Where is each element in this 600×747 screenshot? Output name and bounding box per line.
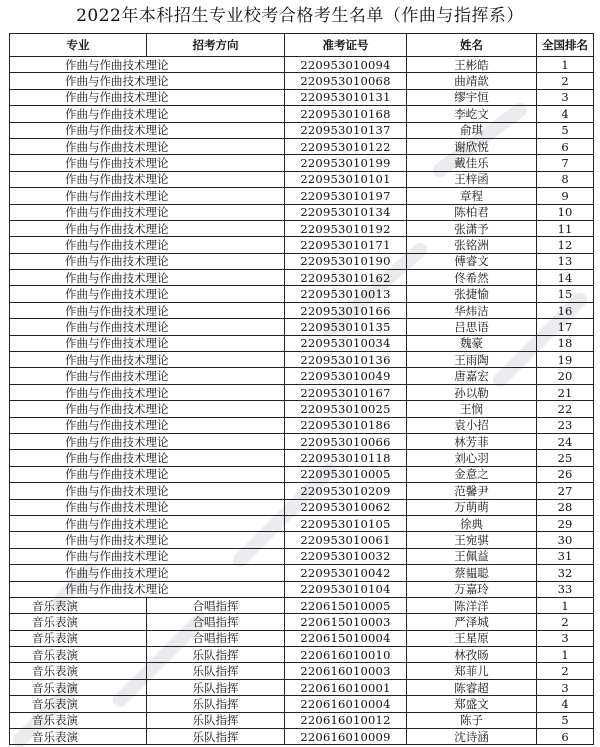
ticket-cell: 220953010171 bbox=[285, 237, 407, 253]
rank-cell: 1 bbox=[537, 647, 594, 663]
rank-cell: 12 bbox=[537, 237, 594, 253]
ticket-cell: 220616010003 bbox=[285, 663, 407, 679]
rank-cell: 19 bbox=[537, 352, 594, 368]
rank-cell: 5 bbox=[537, 712, 594, 728]
major-cell: 作曲与作曲技术理论 bbox=[10, 57, 285, 73]
rank-cell: 23 bbox=[537, 417, 594, 433]
rank-cell: 6 bbox=[537, 138, 594, 154]
table-row bbox=[10, 270, 594, 286]
rank-cell: 6 bbox=[537, 729, 594, 745]
ticket-cell: 220953010034 bbox=[285, 335, 407, 351]
ticket-cell: 220615010004 bbox=[285, 630, 407, 646]
rank-cell: 4 bbox=[537, 696, 594, 712]
ticket-cell: 220953010105 bbox=[285, 515, 407, 531]
ticket-cell: 220615010005 bbox=[285, 597, 407, 613]
table-row bbox=[10, 73, 594, 89]
major-cell: 作曲与作曲技术理论 bbox=[10, 352, 285, 368]
table-row bbox=[10, 122, 594, 138]
name-cell: 金意之 bbox=[407, 466, 537, 482]
name-cell: 王佩益 bbox=[407, 548, 537, 564]
table-row bbox=[10, 581, 594, 597]
major-cell: 作曲与作曲技术理论 bbox=[10, 515, 285, 531]
ticket-cell: 220953010135 bbox=[285, 319, 407, 335]
name-cell: 张潇予 bbox=[407, 220, 537, 236]
major-cell: 作曲与作曲技术理论 bbox=[10, 499, 285, 515]
direction-cell: 合唱指挥 bbox=[147, 614, 285, 630]
name-cell: 佟希然 bbox=[407, 270, 537, 286]
rank-cell: 3 bbox=[537, 89, 594, 105]
table-row bbox=[10, 138, 594, 154]
name-cell: 魏豪 bbox=[407, 335, 537, 351]
major-cell: 作曲与作曲技术理论 bbox=[10, 89, 285, 105]
major-cell: 作曲与作曲技术理论 bbox=[10, 270, 285, 286]
major-cell: 作曲与作曲技术理论 bbox=[10, 204, 285, 220]
major-cell: 作曲与作曲技术理论 bbox=[10, 220, 285, 236]
major-cell: 作曲与作曲技术理论 bbox=[10, 368, 285, 384]
rank-cell: 7 bbox=[537, 155, 594, 171]
ticket-cell: 220616010012 bbox=[285, 712, 407, 728]
rank-cell: 27 bbox=[537, 483, 594, 499]
rank-cell: 4 bbox=[537, 106, 594, 122]
name-cell: 陈子 bbox=[407, 712, 537, 728]
ticket-cell: 220953010199 bbox=[285, 155, 407, 171]
ticket-cell: 220953010032 bbox=[285, 548, 407, 564]
rank-cell: 1 bbox=[537, 597, 594, 613]
rank-cell: 2 bbox=[537, 73, 594, 89]
table-row bbox=[10, 368, 594, 384]
direction-cell: 乐队指挥 bbox=[147, 696, 285, 712]
table-row bbox=[10, 384, 594, 400]
major-cell: 作曲与作曲技术理论 bbox=[10, 302, 285, 318]
ticket-cell: 220953010134 bbox=[285, 204, 407, 220]
major-cell: 作曲与作曲技术理论 bbox=[10, 122, 285, 138]
table-row bbox=[10, 450, 594, 466]
roster-table bbox=[9, 33, 594, 745]
name-cell: 王彬皓 bbox=[407, 57, 537, 73]
table-row bbox=[10, 729, 594, 745]
table-row bbox=[10, 515, 594, 531]
name-cell: 华炜洁 bbox=[407, 302, 537, 318]
table-row bbox=[10, 597, 594, 613]
ticket-cell: 220953010197 bbox=[285, 188, 407, 204]
major-cell: 作曲与作曲技术理论 bbox=[10, 138, 285, 154]
ticket-cell: 220615010003 bbox=[285, 614, 407, 630]
header-direction: 招考方向 bbox=[147, 34, 285, 57]
ticket-cell: 220953010042 bbox=[285, 565, 407, 581]
name-cell: 王梓函 bbox=[407, 171, 537, 187]
rank-cell: 13 bbox=[537, 253, 594, 269]
table-row bbox=[10, 614, 594, 630]
rank-cell: 10 bbox=[537, 204, 594, 220]
ticket-cell: 220953010066 bbox=[285, 433, 407, 449]
major-cell: 音乐表演 bbox=[10, 729, 147, 745]
name-cell: 陈洋洋 bbox=[407, 597, 537, 613]
table-body bbox=[10, 57, 594, 745]
header-row bbox=[10, 34, 594, 57]
header-major: 专业 bbox=[10, 34, 147, 57]
rank-cell: 18 bbox=[537, 335, 594, 351]
rank-cell: 21 bbox=[537, 384, 594, 400]
table-row bbox=[10, 204, 594, 220]
name-cell: 陈柏君 bbox=[407, 204, 537, 220]
table-row bbox=[10, 220, 594, 236]
name-cell: 王悯 bbox=[407, 401, 537, 417]
table-row bbox=[10, 286, 594, 302]
ticket-cell: 220953010068 bbox=[285, 73, 407, 89]
major-cell: 音乐表演 bbox=[10, 679, 147, 695]
ticket-cell: 220953010122 bbox=[285, 138, 407, 154]
table-row bbox=[10, 253, 594, 269]
name-cell: 郑盛文 bbox=[407, 696, 537, 712]
page-title: 2022年本科招生专业校考合格考生名单（作曲与指挥系） bbox=[76, 6, 524, 26]
major-cell: 作曲与作曲技术理论 bbox=[10, 433, 285, 449]
name-cell: 王星原 bbox=[407, 630, 537, 646]
name-cell: 傅睿文 bbox=[407, 253, 537, 269]
major-cell: 作曲与作曲技术理论 bbox=[10, 581, 285, 597]
name-cell: 郑菲儿 bbox=[407, 663, 537, 679]
table-row bbox=[10, 401, 594, 417]
name-cell: 缪宇恒 bbox=[407, 89, 537, 105]
ticket-cell: 220616010004 bbox=[285, 696, 407, 712]
table-row bbox=[10, 548, 594, 564]
ticket-cell: 220953010209 bbox=[285, 483, 407, 499]
table-row bbox=[10, 155, 594, 171]
rank-cell: 28 bbox=[537, 499, 594, 515]
rank-cell: 3 bbox=[537, 679, 594, 695]
name-cell: 袁小招 bbox=[407, 417, 537, 433]
ticket-cell: 220953010162 bbox=[285, 270, 407, 286]
ticket-cell: 220953010013 bbox=[285, 286, 407, 302]
ticket-cell: 220953010168 bbox=[285, 106, 407, 122]
major-cell: 作曲与作曲技术理论 bbox=[10, 171, 285, 187]
rank-cell: 15 bbox=[537, 286, 594, 302]
table-row bbox=[10, 433, 594, 449]
header-ticket: 准考证号 bbox=[285, 34, 407, 57]
major-cell: 作曲与作曲技术理论 bbox=[10, 106, 285, 122]
table-row bbox=[10, 630, 594, 646]
table-row bbox=[10, 171, 594, 187]
major-cell: 音乐表演 bbox=[10, 614, 147, 630]
direction-cell: 乐队指挥 bbox=[147, 712, 285, 728]
table-row bbox=[10, 417, 594, 433]
ticket-cell: 220953010101 bbox=[285, 171, 407, 187]
ticket-cell: 220953010192 bbox=[285, 220, 407, 236]
rank-cell: 3 bbox=[537, 630, 594, 646]
ticket-cell: 220953010186 bbox=[285, 417, 407, 433]
name-cell: 曲靖歆 bbox=[407, 73, 537, 89]
name-cell: 王宛骐 bbox=[407, 532, 537, 548]
name-cell: 蔡韫聪 bbox=[407, 565, 537, 581]
direction-cell: 乐队指挥 bbox=[147, 647, 285, 663]
ticket-cell: 220616010001 bbox=[285, 679, 407, 695]
major-cell: 作曲与作曲技术理论 bbox=[10, 73, 285, 89]
name-cell: 谢欣悦 bbox=[407, 138, 537, 154]
rank-cell: 20 bbox=[537, 368, 594, 384]
rank-cell: 9 bbox=[537, 188, 594, 204]
ticket-cell: 220953010137 bbox=[285, 122, 407, 138]
table-row bbox=[10, 663, 594, 679]
ticket-cell: 220953010061 bbox=[285, 532, 407, 548]
table-row bbox=[10, 565, 594, 581]
name-cell: 戴佳乐 bbox=[407, 155, 537, 171]
header-rank: 全国排名 bbox=[537, 34, 594, 57]
ticket-cell: 220953010062 bbox=[285, 499, 407, 515]
major-cell: 作曲与作曲技术理论 bbox=[10, 483, 285, 499]
direction-cell: 合唱指挥 bbox=[147, 630, 285, 646]
table-row bbox=[10, 89, 594, 105]
header-name: 姓名 bbox=[407, 34, 537, 57]
rank-cell: 29 bbox=[537, 515, 594, 531]
rank-cell: 8 bbox=[537, 171, 594, 187]
table-row bbox=[10, 532, 594, 548]
table-row bbox=[10, 335, 594, 351]
major-cell: 作曲与作曲技术理论 bbox=[10, 253, 285, 269]
ticket-cell: 220953010136 bbox=[285, 352, 407, 368]
table-row bbox=[10, 237, 594, 253]
ticket-cell: 220953010118 bbox=[285, 450, 407, 466]
major-cell: 音乐表演 bbox=[10, 663, 147, 679]
name-cell: 王雨陶 bbox=[407, 352, 537, 368]
direction-cell: 合唱指挥 bbox=[147, 597, 285, 613]
name-cell: 范馨尹 bbox=[407, 483, 537, 499]
ticket-cell: 220953010104 bbox=[285, 581, 407, 597]
rank-cell: 5 bbox=[537, 122, 594, 138]
name-cell: 陈睿超 bbox=[407, 679, 537, 695]
name-cell: 孙以勒 bbox=[407, 384, 537, 400]
name-cell: 俞琪 bbox=[407, 122, 537, 138]
ticket-cell: 220953010190 bbox=[285, 253, 407, 269]
direction-cell: 乐队指挥 bbox=[147, 679, 285, 695]
table-row bbox=[10, 57, 594, 73]
rank-cell: 25 bbox=[537, 450, 594, 466]
major-cell: 作曲与作曲技术理论 bbox=[10, 237, 285, 253]
name-cell: 张铭洲 bbox=[407, 237, 537, 253]
table-row bbox=[10, 712, 594, 728]
ticket-cell: 220953010167 bbox=[285, 384, 407, 400]
major-cell: 音乐表演 bbox=[10, 696, 147, 712]
ticket-cell: 220953010166 bbox=[285, 302, 407, 318]
name-cell: 万嘉玲 bbox=[407, 581, 537, 597]
major-cell: 音乐表演 bbox=[10, 597, 147, 613]
table-row bbox=[10, 352, 594, 368]
major-cell: 作曲与作曲技术理论 bbox=[10, 188, 285, 204]
rank-cell: 30 bbox=[537, 532, 594, 548]
name-cell: 林孜旸 bbox=[407, 647, 537, 663]
major-cell: 作曲与作曲技术理论 bbox=[10, 155, 285, 171]
name-cell: 唐嘉宏 bbox=[407, 368, 537, 384]
rank-cell: 26 bbox=[537, 466, 594, 482]
name-cell: 刘心羽 bbox=[407, 450, 537, 466]
major-cell: 作曲与作曲技术理论 bbox=[10, 565, 285, 581]
table-row bbox=[10, 499, 594, 515]
name-cell: 林芳菲 bbox=[407, 433, 537, 449]
rank-cell: 17 bbox=[537, 319, 594, 335]
rank-cell: 22 bbox=[537, 401, 594, 417]
table-row bbox=[10, 696, 594, 712]
table-row bbox=[10, 188, 594, 204]
name-cell: 徐典 bbox=[407, 515, 537, 531]
major-cell: 作曲与作曲技术理论 bbox=[10, 548, 285, 564]
direction-cell: 乐队指挥 bbox=[147, 729, 285, 745]
name-cell: 章程 bbox=[407, 188, 537, 204]
major-cell: 作曲与作曲技术理论 bbox=[10, 417, 285, 433]
rank-cell: 11 bbox=[537, 220, 594, 236]
table-row bbox=[10, 466, 594, 482]
name-cell: 严泽城 bbox=[407, 614, 537, 630]
ticket-cell: 220953010049 bbox=[285, 368, 407, 384]
rank-cell: 24 bbox=[537, 433, 594, 449]
major-cell: 音乐表演 bbox=[10, 712, 147, 728]
rank-cell: 2 bbox=[537, 614, 594, 630]
major-cell: 作曲与作曲技术理论 bbox=[10, 401, 285, 417]
rank-cell: 2 bbox=[537, 663, 594, 679]
rank-cell: 32 bbox=[537, 565, 594, 581]
table-row bbox=[10, 319, 594, 335]
ticket-cell: 220953010005 bbox=[285, 466, 407, 482]
ticket-cell: 220953010094 bbox=[285, 57, 407, 73]
major-cell: 作曲与作曲技术理论 bbox=[10, 466, 285, 482]
major-cell: 作曲与作曲技术理论 bbox=[10, 286, 285, 302]
name-cell: 李屹文 bbox=[407, 106, 537, 122]
table-row bbox=[10, 679, 594, 695]
name-cell: 沈诗涵 bbox=[407, 729, 537, 745]
rank-cell: 33 bbox=[537, 581, 594, 597]
table-row bbox=[10, 302, 594, 318]
major-cell: 作曲与作曲技术理论 bbox=[10, 335, 285, 351]
ticket-cell: 220616010009 bbox=[285, 729, 407, 745]
ticket-cell: 220953010131 bbox=[285, 89, 407, 105]
direction-cell: 乐队指挥 bbox=[147, 663, 285, 679]
table-row bbox=[10, 483, 594, 499]
table-row bbox=[10, 647, 594, 663]
rank-cell: 14 bbox=[537, 270, 594, 286]
table-row bbox=[10, 106, 594, 122]
name-cell: 万萌萌 bbox=[407, 499, 537, 515]
ticket-cell: 220953010025 bbox=[285, 401, 407, 417]
name-cell: 张捷愉 bbox=[407, 286, 537, 302]
major-cell: 作曲与作曲技术理论 bbox=[10, 384, 285, 400]
ticket-cell: 220616010010 bbox=[285, 647, 407, 663]
major-cell: 作曲与作曲技术理论 bbox=[10, 532, 285, 548]
major-cell: 音乐表演 bbox=[10, 647, 147, 663]
rank-cell: 31 bbox=[537, 548, 594, 564]
major-cell: 音乐表演 bbox=[10, 630, 147, 646]
rank-cell: 1 bbox=[537, 57, 594, 73]
name-cell: 吕思语 bbox=[407, 319, 537, 335]
rank-cell: 16 bbox=[537, 302, 594, 318]
major-cell: 作曲与作曲技术理论 bbox=[10, 450, 285, 466]
major-cell: 作曲与作曲技术理论 bbox=[10, 319, 285, 335]
